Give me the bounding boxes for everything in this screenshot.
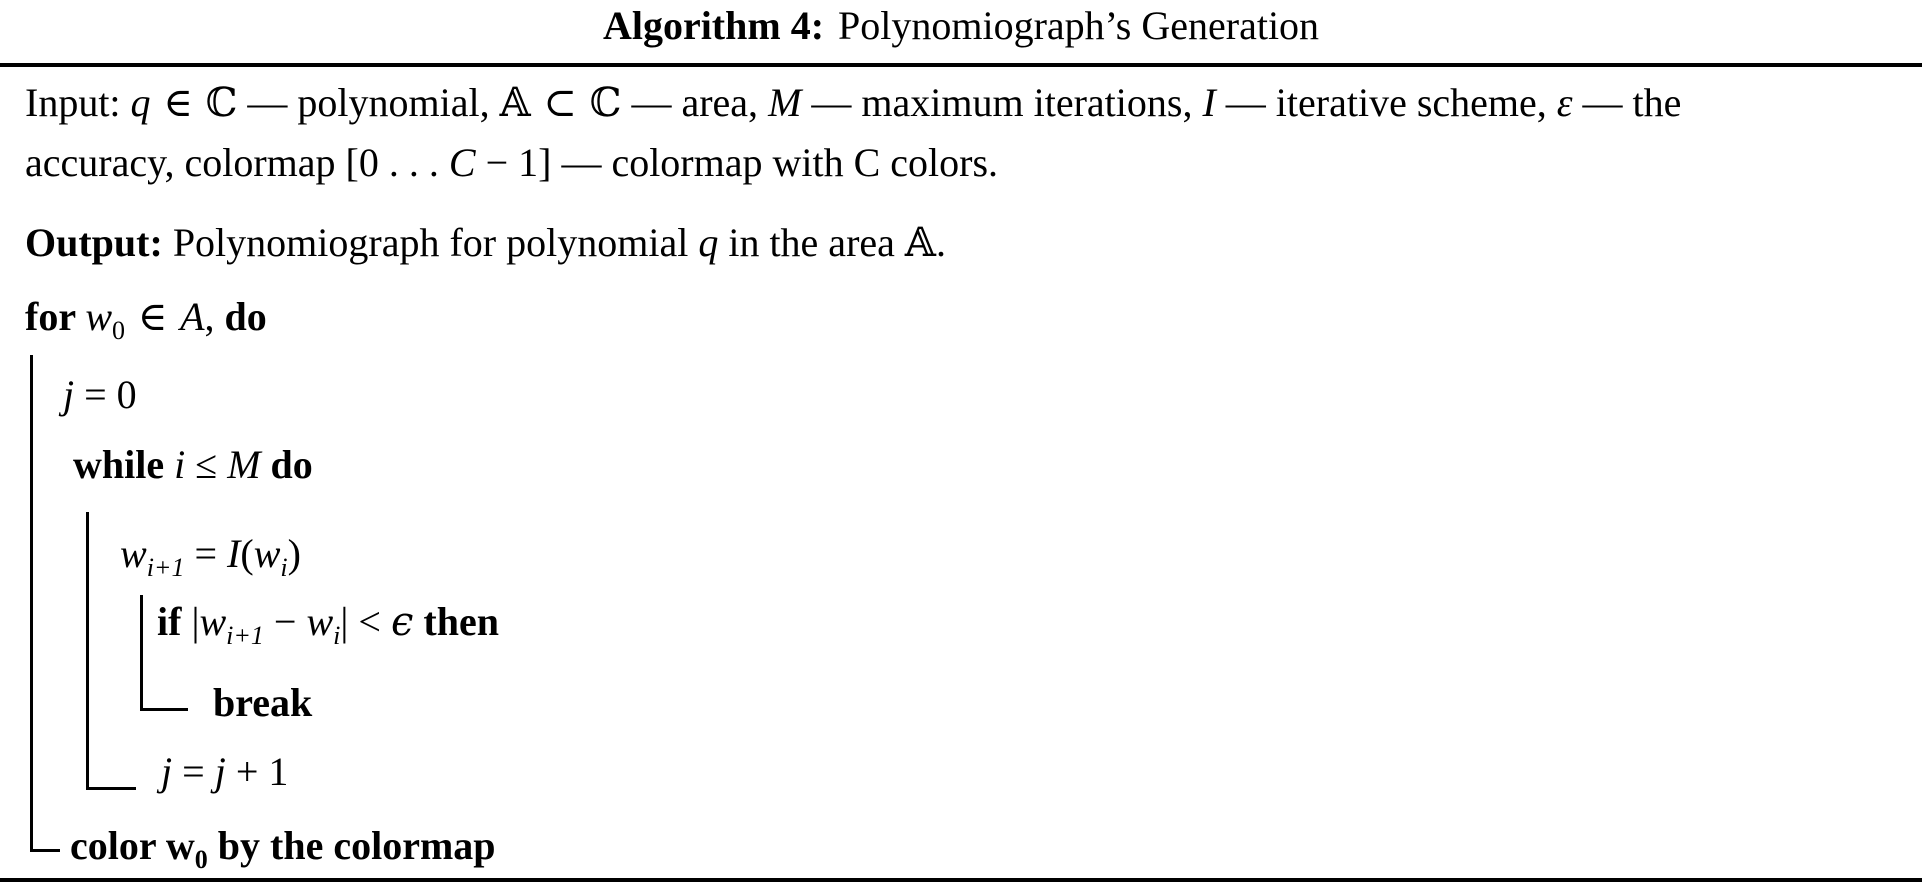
- text-segment: — area,: [621, 80, 769, 125]
- text-segment: — the: [1572, 80, 1682, 125]
- subscript-i-plus-1: i+1: [226, 621, 264, 650]
- text-segment: − 1] — colormap with C colors.: [475, 140, 999, 185]
- var-A: A: [180, 294, 205, 339]
- break-statement: [213, 679, 312, 727]
- keyword-do: do: [270, 442, 313, 487]
- text-segment: =: [184, 531, 228, 576]
- paren-close: ): [287, 531, 301, 576]
- text-segment: ,: [204, 294, 225, 339]
- var-epsilon: ε: [1556, 80, 1573, 125]
- var-M: M: [768, 80, 802, 125]
- for-statement: [25, 293, 267, 345]
- var-w: w: [253, 531, 281, 576]
- var-w0: w: [85, 294, 113, 339]
- keyword-then: then: [413, 599, 499, 644]
- text-segment: .: [935, 220, 946, 265]
- init-statement: [63, 371, 137, 419]
- var-w0-bold: w: [165, 823, 195, 868]
- subscript-i: i: [333, 621, 341, 650]
- output-line: [25, 219, 946, 267]
- minus-sign: −: [263, 599, 307, 644]
- var-j: j: [63, 372, 75, 417]
- text-segment: =: [172, 749, 215, 794]
- text-segment: = 0: [74, 372, 137, 417]
- update-statement: [120, 530, 301, 582]
- text-segment: — polynomial,: [237, 80, 500, 125]
- abs-bar-less-than: | <: [340, 599, 391, 644]
- text-segment: — iterative scheme,: [1215, 80, 1557, 125]
- subscript-0: 0: [112, 316, 126, 345]
- while-statement: [73, 441, 313, 489]
- top-rule: [0, 63, 1922, 67]
- algorithm-title: [0, 2, 1922, 50]
- var-j: j: [214, 749, 226, 794]
- for-loop-scope-line: [30, 355, 60, 852]
- bottom-rule: [0, 878, 1922, 882]
- algorithm-title-label: Algorithm 4:: [602, 3, 825, 48]
- var-M: M: [227, 442, 271, 487]
- in-complex-symbol: ∈ ℂ: [150, 80, 238, 126]
- color-statement: [70, 822, 496, 874]
- var-i: i: [174, 442, 186, 487]
- subscript-0: 0: [194, 845, 208, 874]
- subscript-i-plus-1: i+1: [146, 553, 185, 582]
- keyword-color: color: [70, 823, 166, 868]
- keyword-do: do: [224, 294, 267, 339]
- text-segment: + 1: [225, 749, 289, 794]
- var-q: q: [130, 80, 151, 125]
- output-label: Output:: [25, 220, 163, 265]
- text-segment: — maximum iterations,: [801, 80, 1203, 125]
- var-w: w: [199, 599, 227, 644]
- keyword-break: break: [213, 680, 313, 725]
- leq-symbol: ≤: [185, 442, 228, 487]
- text-segment: accuracy, colormap [0 . . .: [25, 140, 449, 185]
- input-line-1: [25, 79, 1681, 127]
- input-label: Input:: [25, 80, 131, 125]
- area-subset-symbol: 𝔸 ⊂ ℂ: [499, 80, 622, 126]
- increment-statement: [161, 748, 288, 796]
- input-line-2: [25, 139, 998, 187]
- subscript-i: i: [280, 553, 288, 582]
- if-statement: [157, 598, 499, 650]
- text-segment: Polynomiograph for polynomial: [162, 220, 699, 265]
- text-segment: in the area: [718, 220, 905, 265]
- var-I: I: [227, 531, 241, 576]
- var-I: I: [1202, 80, 1216, 125]
- abs-bar: |: [191, 599, 200, 644]
- element-of-symbol: ∈: [125, 294, 181, 340]
- paren-open: (: [240, 531, 254, 576]
- keyword-if: if: [157, 599, 192, 644]
- area-symbol: 𝔸: [904, 220, 936, 266]
- keyword-for: for: [25, 294, 86, 339]
- var-j: j: [161, 749, 173, 794]
- var-q: q: [698, 220, 719, 265]
- text-segment: by the colormap: [207, 823, 496, 868]
- algorithm-title-text: Polynomiograph’s Generation: [838, 3, 1320, 48]
- epsilon-symbol: ϵ: [390, 599, 414, 645]
- var-w: w: [306, 599, 334, 644]
- while-loop-scope-line: [86, 512, 136, 790]
- var-C: C: [448, 140, 476, 185]
- keyword-while: while: [73, 442, 175, 487]
- var-w: w: [120, 531, 147, 576]
- if-block-scope-line: [140, 595, 188, 711]
